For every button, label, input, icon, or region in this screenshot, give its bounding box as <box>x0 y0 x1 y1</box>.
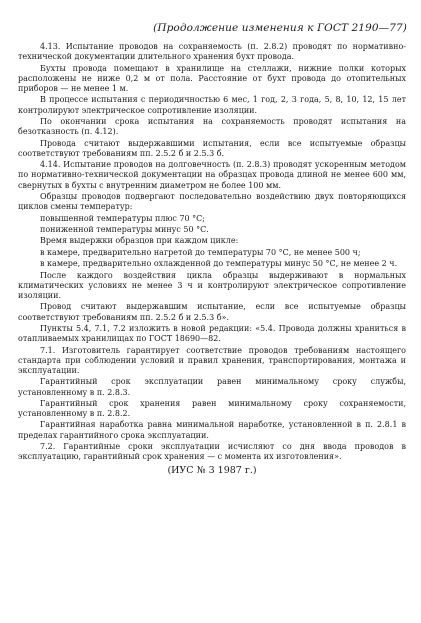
page-header: (Продолжение изменения к ГОСТ 2190—77) <box>153 22 407 34</box>
paragraph: Время выдержки образцов при каждом цикле: <box>40 236 239 246</box>
paragraph: Гарантийный срок эксплуатации равен минимальному сроку службы, установленному в п. 2.8.3. <box>18 377 406 397</box>
list-item: повышенной температуры плюс 70 °С; <box>40 213 205 223</box>
paragraph: В процессе испытания с периодичностью 6 мес, 1 год, 2, 3 года, 5, 8, 10, 12, 15 лет контролируют электрическое сопротивление изоляции. <box>18 95 406 115</box>
paragraph: По окончании срока испытания на сохраняемость проводят испытания на безотказность (п. 4.12). <box>18 116 406 137</box>
paragraph: Гарантийный срок хранения равен минимальному сроку сохраняемости, установленному в п. 2.8.2. <box>18 398 406 419</box>
paragraph: 7.1. Изготовитель гарантирует соответствие проводов требованиям настоящего стандарта при соблюдении условий и правил хранения, транспортирования, монтажа и эксплуатации. <box>18 345 406 375</box>
paragraph: Гарантийная наработка равна минимальной наработке, установленной в п. 2.8.1 в пределах гарантийного срока эксплуатации. <box>18 420 406 440</box>
issue-reference: (ИУС № 3 1987 г.) <box>167 465 257 477</box>
paragraph: Провода считают выдержавшими испытания, если все испытуемые образцы соответствуют требованиям пп. 2.5.2 б и 2.5.3 б. <box>18 138 406 158</box>
list-item: в камере, предварительно охлажденной до температуры минус 50 °С, не менее 2 ч. <box>40 259 398 269</box>
paragraph: 7.2. Гарантийные сроки эксплуатации исчисляют со дня ввода проводов в эксплуатацию, гарантийный срок хранения — с момента их изготовления». <box>18 442 406 462</box>
paragraph: 4.13. Испытание проводов на сохраняемость (п. 2.8.2) проводят по нормативно-технической документации длительного хранения бухт провода. <box>18 42 406 62</box>
paragraph: Провод считают выдержавшим испытание, если все испытуемые образцы соответствуют требованиям пп. 2.5.2 б и 2.5.3 б». <box>18 302 406 322</box>
paragraph: 4.14. Испытание проводов на долговечность (п. 2.8.3) проводят ускоренным методом по нормативно-технической документации на образцах провода длиной не менее 600 мм, свернутых в бухты с внутренним диаметром не более 100 мм. <box>18 160 406 190</box>
list-item: пониженной температуры минус 50 °С. <box>40 224 209 234</box>
paragraph: После каждого воздействия цикла образцы выдерживают в нормальных климатических условиях не менее 3 ч и контролируют электрическое сопротивление изоляции. <box>18 270 406 300</box>
paragraph: Образцы проводов подвергают последовательно воздействию двух повторяющихся циклов смены температур: <box>18 191 406 212</box>
list-item: в камере, предварительно нагретой до температуры 70 °С, не менее 500 ч; <box>40 247 361 257</box>
document-body <box>18 42 406 477</box>
paragraph: Пункты 5.4, 7.1, 7.2 изложить в новой редакции: «5.4. Провода должны храниться в отапливаемых хранилищах по ГОСТ 18690—82. <box>18 323 406 344</box>
paragraph: Бухты провода помещают в хранилище на стеллажи, нижние полки которых расположены не ниже 0,2 м от пола. Расстояние от бухт провода до отопительных приборов — не менее 1 м. <box>18 63 406 93</box>
